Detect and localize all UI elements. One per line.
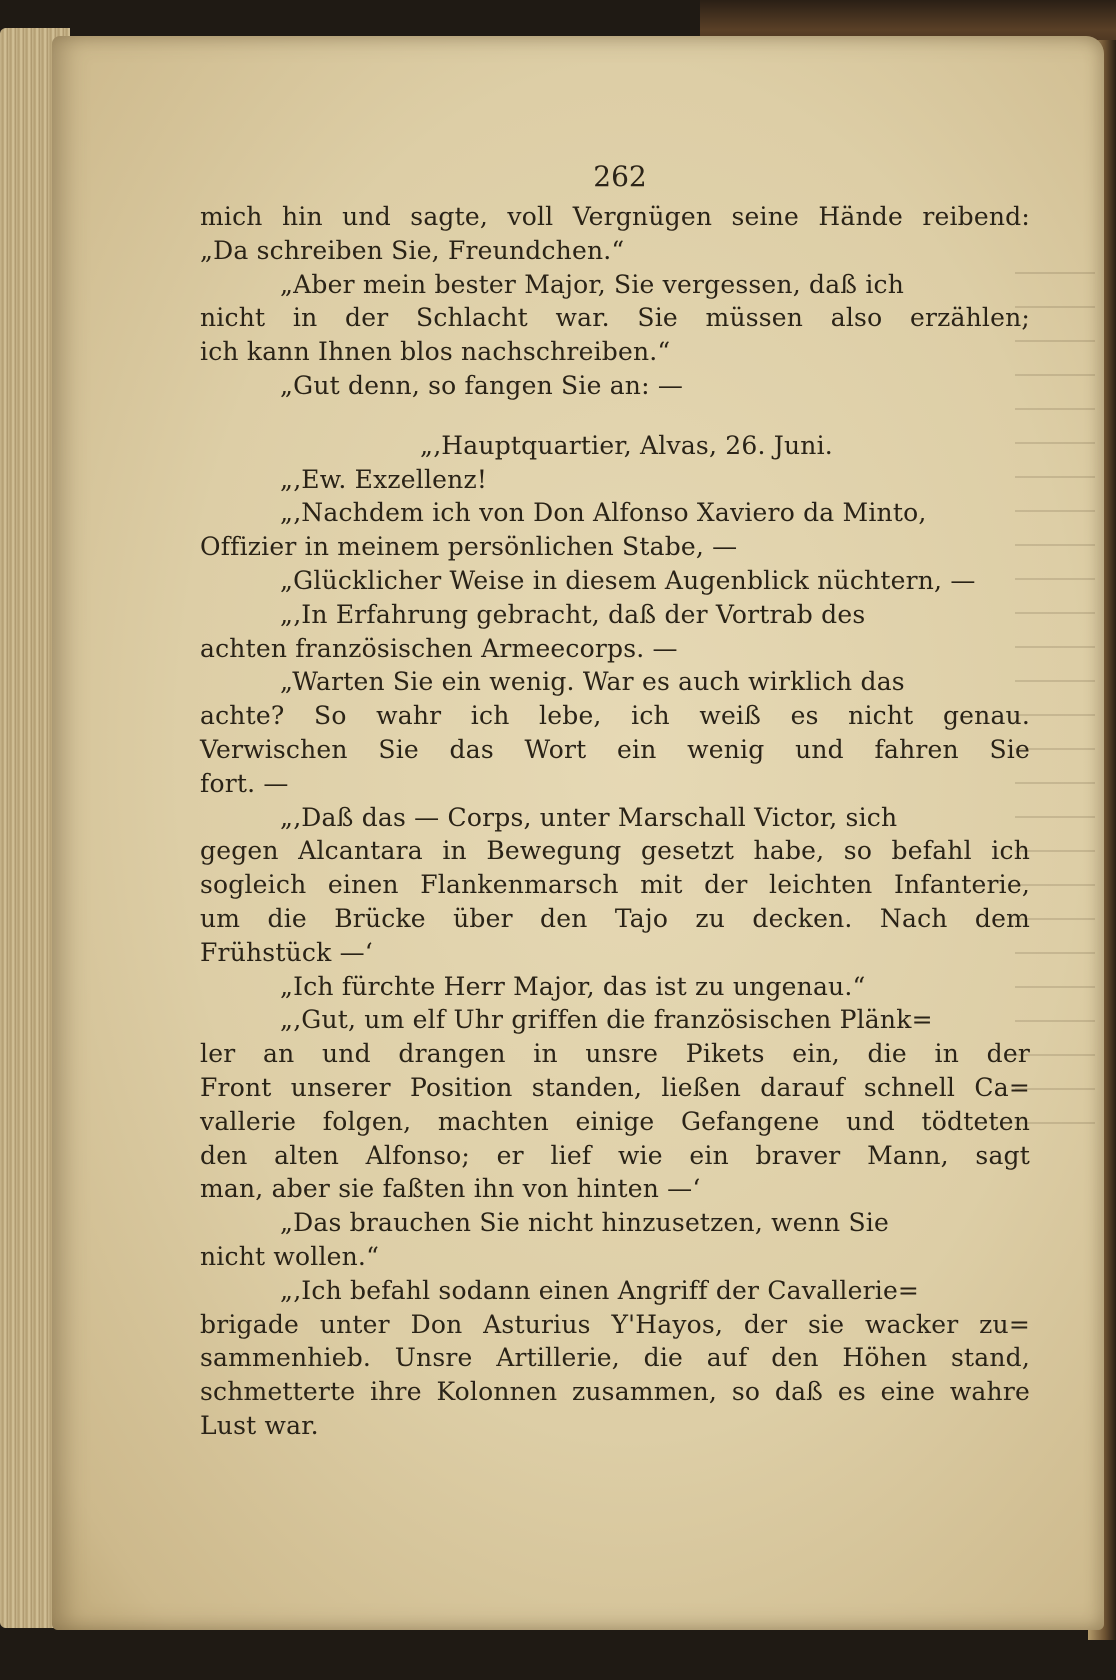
text-block: [200, 200, 1030, 1443]
text-line: sogleich einen Flankenmarsch mit der leichten Infanterie,: [200, 870, 1030, 900]
text-line: nicht in der Schlacht war. Sie müssen also erzählen;: [200, 303, 1030, 333]
text-line: man, aber sie faßten ihn von hinten —‘: [200, 1174, 701, 1204]
page-number: 262: [593, 160, 647, 193]
text-line: um die Brücke über den Tajo zu decken. Nach dem: [200, 903, 1030, 933]
text-line: gegen Alcantara in Bewegung gesetzt habe, so befahl ich: [200, 836, 1030, 866]
text-line: schmetterte ihre Kolonnen zusammen, so daß es eine wahre: [200, 1377, 1030, 1407]
text-line: „‚Hauptquartier, Alvas, 26. Juni.: [420, 430, 833, 460]
text-line: „Gut denn, so fangen Sie an: —: [280, 370, 684, 400]
text-line: brigade unter Don Asturius Y'Hayos, der sie wacker zu=: [200, 1309, 1030, 1339]
text-line: „‚In Erfahrung gebracht, daß der Vortrab des: [280, 599, 866, 629]
text-line: „Aber mein bester Major, Sie vergessen, daß ich: [280, 269, 905, 299]
text-line: mich hin und sagte, voll Vergnügen seine Hände reibend:: [200, 202, 1030, 231]
text-line: „Da schreiben Sie, Freundchen.“: [200, 235, 625, 265]
text-line: „Ich fürchte Herr Major, das ist zu ungenau.“: [280, 971, 866, 1001]
text-line: „Glücklicher Weise in diesem Augenblick nüchtern, —: [280, 565, 976, 595]
text-line: „‚Nachdem ich von Don Alfonso Xaviero da Minto,: [280, 498, 927, 528]
text-line: „‚Gut, um elf Uhr griffen die französischen Plänk=: [280, 1005, 933, 1035]
text-line: achten französischen Armeecorps. —: [200, 633, 678, 663]
text-line: ler an und drangen in unsre Pikets ein, die in der: [200, 1039, 1030, 1069]
text-line: fort. —: [200, 768, 289, 798]
text-line: „‚Ich befahl sodann einen Angriff der Cavallerie=: [280, 1275, 920, 1305]
text-line: Frühstück —‘: [200, 937, 373, 967]
text-line: Offizier in meinem persönlichen Stabe, —: [200, 532, 738, 562]
text-line: ich kann Ihnen blos nachschreiben.“: [200, 337, 671, 367]
text-line: „Warten Sie ein wenig. War es auch wirklich das: [280, 667, 905, 697]
text-line: sammenhieb. Unsre Artillerie, die auf den Höhen stand,: [200, 1343, 1030, 1373]
text-line: „‚Daß das — Corps, unter Marschall Victor, sich: [280, 802, 898, 832]
text-line: nicht wollen.“: [200, 1241, 380, 1271]
paragraph-gap: [200, 403, 1030, 429]
text-line: „‚Ew. Exzellenz!: [280, 464, 488, 494]
text-line: Verwischen Sie das Wort ein wenig und fahren Sie: [200, 734, 1030, 764]
text-line: achte? So wahr ich lebe, ich weiß es nicht genau.: [200, 701, 1030, 731]
text-line: vallerie folgen, machten einige Gefangene und tödteten: [200, 1106, 1030, 1136]
text-line: Front unserer Position standen, ließen darauf schnell Ca=: [200, 1072, 1030, 1102]
text-line: den alten Alfonso; er lief wie ein braver Mann, sagt: [200, 1140, 1030, 1170]
text-line: „Das brauchen Sie nicht hinzusetzen, wenn Sie: [280, 1208, 889, 1238]
text-line: Lust war.: [200, 1410, 319, 1440]
